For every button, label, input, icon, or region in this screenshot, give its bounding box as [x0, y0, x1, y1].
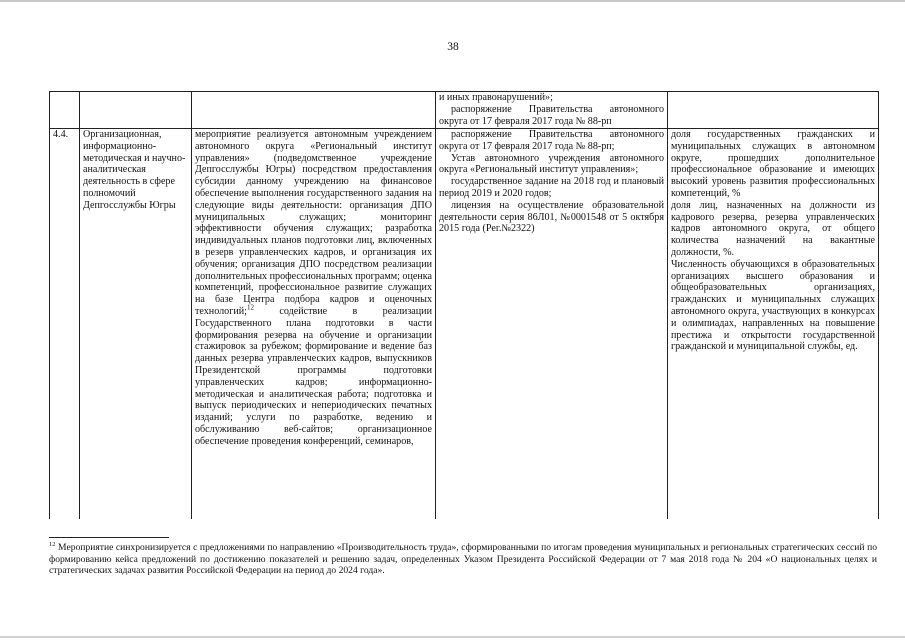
table-row-continuation [50, 92, 879, 129]
legal-basis-item: распоряжение Правительства автономного округа от 17 февраля 2017 года № 88-рп; [439, 129, 664, 152]
scan-edge-top [0, 0, 905, 2]
legal-basis-item: лицензия на осуществление образовательной деятельности серия 86Л01, №0001548 от 5 октября 2015 года (Рег.№2322) [439, 199, 664, 235]
indicator-item: доля лиц, назначенных на должности из кадрового резерва, резерва управленческих кадров автономного округа, от общего количества назначений на вакантные должности, %. [671, 199, 875, 258]
cell-name-empty [80, 92, 192, 129]
legal-text-line: распоряжение Правительства автономного округа от 17 февраля 2017 года № 88-рп [439, 103, 664, 127]
indicator-item: доля государственных гражданских и муниципальных служащих в автономном округе, прошедших дополнительное профессиональное образование и имеющих высокий уровень развития профессиональных компетенций, % [671, 129, 875, 199]
cell-description-empty [192, 92, 436, 129]
footnote-marker: 12 [49, 540, 56, 548]
row-number: 4.4. [50, 129, 80, 520]
description-text-part2: содействие в реализации Государственного плана подготовки в части формирования резерва на обучение и организации стажировок за рубежом; формирование и ведение баз данных резерва управленческих кадров, выпускников Президентской программы подготовки управленческих кадров; информационно-методическая и аналитическая работа; подготовка и выпуск периодических и непериодических печатных изданий; услуги по разработке, ведению и обслуживанию веб-сайтов; организационное обеспечение проведения конференций, семинаров, [195, 305, 432, 447]
cell-num-empty [50, 92, 80, 129]
table-row-4-4 [50, 129, 879, 520]
activity-description [192, 129, 436, 520]
cell-indicators-empty [668, 92, 879, 129]
legal-basis-item: государственное задание на 2018 год и плановый период 2019 и 2020 годов; [439, 176, 664, 199]
program-table [49, 91, 879, 519]
indicator-item: Численность обучающихся в образовательных организациях высшего образования и общеобразовательных организациях, гражданских и муниципальных служащих автономного округа, участвующих в конкурсах и олимпиадах, направленных на повышение престижа и открытости государственной гражданской и муниципальной службы, ед. [671, 258, 875, 353]
legal-basis [436, 129, 668, 520]
footnote [49, 542, 877, 577]
description-text-part1: мероприятие реализуется автономным учреждением автономного округа «Региональный институт управления» (подведомственное учреждение Депгосслужбы Югры) посредством предоставления субсидии данному учреждению на финансовое обеспечение выполнения государственного задания на следующие виды деятельности: организация ДПО муниципальных служащих; мониторинг эффективности обучения служащих; разработка индивидуальных планов подготовки лиц, включенных в резерв управленческих кадров, и организация их обучения; организация ДПО посредством реализации дополнительных профессиональных программ; оценка компетенций, профессиональное развитие служащих на базе Центра подбора кадров и оценочных технологий; [195, 129, 432, 317]
page-number: 38 [447, 41, 459, 53]
footnote-text: Мероприятие синхронизируется с предложениями по направлению «Производительность труда», сформированными по итогам проведения муниципальных и региональных стратегических сессий по формированию кейса предложений по достижению показателей и решению задач, определенных Указом Президента Российской Федерации от 7 мая 2018 года № 204 «О национальных целях и стратегических задачах развития Российской Федерации на период до 2024 года». [49, 542, 877, 577]
legal-text-line: и иных правонарушений»; [439, 92, 553, 103]
scan-edge-bottom [0, 636, 905, 638]
footnote-separator [49, 537, 169, 538]
activity-name: Организационная, информационно-методическая и научно-аналитическая деятельность в сфере полномочий Депгосслужбы Югры [80, 129, 192, 520]
cell-legal-basis-continuation [436, 92, 668, 129]
legal-basis-item: Устав автономного учреждения автономного округа «Региональный институт управления»; [439, 152, 664, 176]
footnote-reference[interactable]: 12 [246, 303, 254, 312]
indicators [668, 129, 879, 520]
